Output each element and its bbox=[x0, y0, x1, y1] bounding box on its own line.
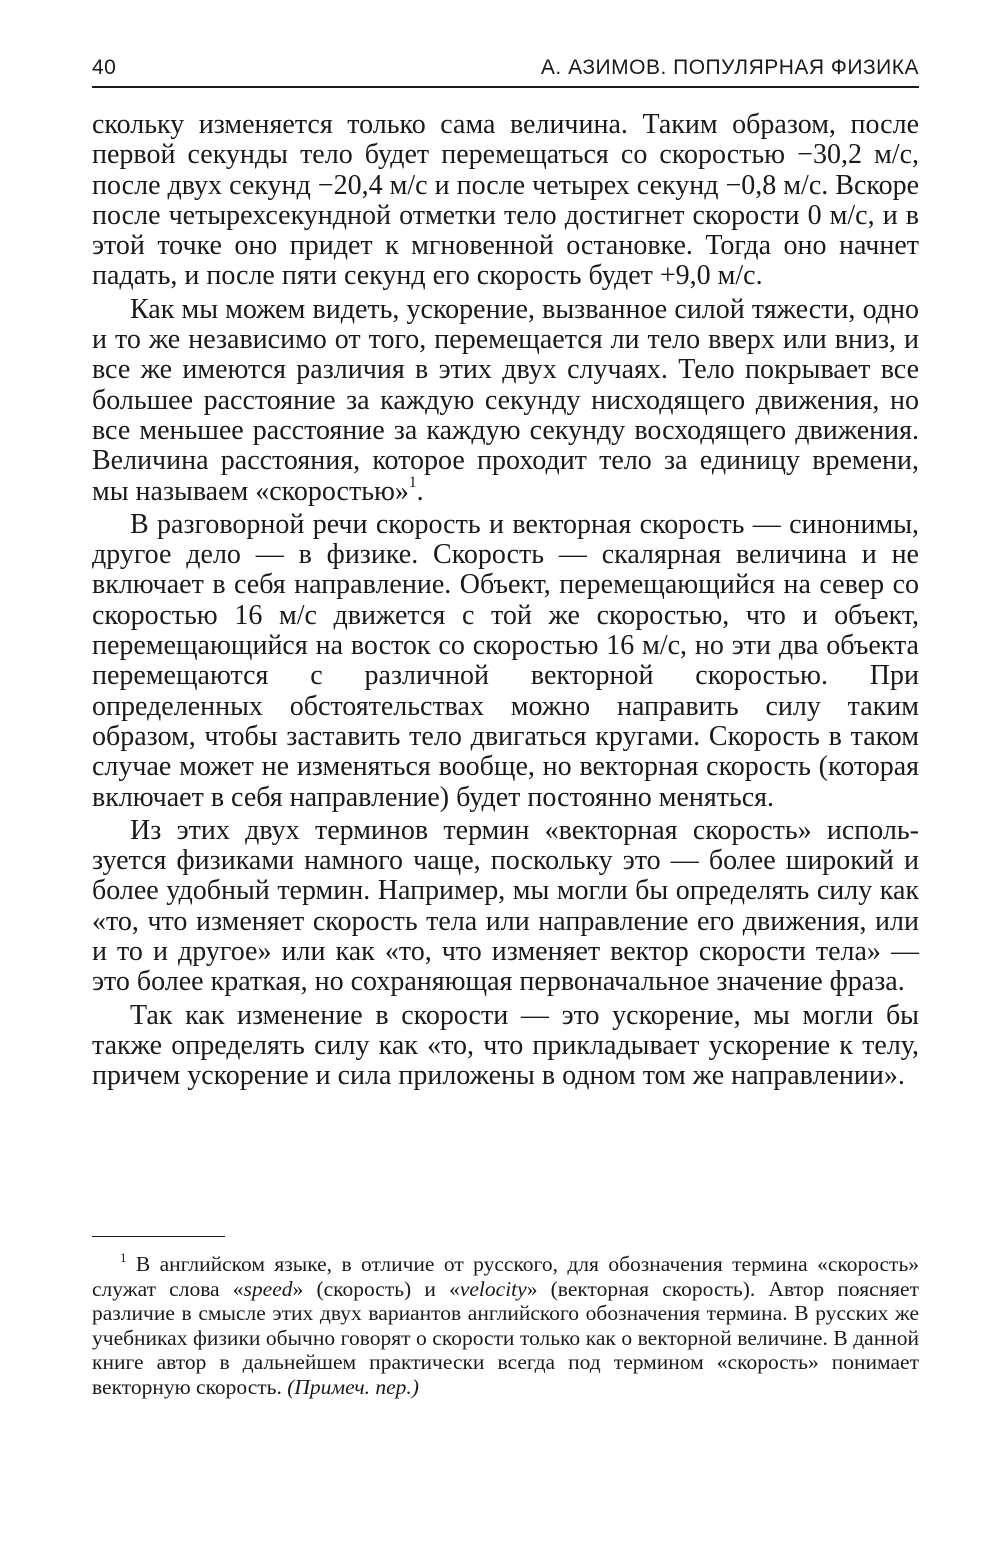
footnote bbox=[92, 1252, 919, 1399]
term-speed: speed bbox=[243, 1276, 293, 1301]
footnote-part-1: В английском языке, в отличие от русского, для обозначения термина «скорость» служат слова « bbox=[92, 1252, 919, 1301]
term-velocity: velocity bbox=[459, 1276, 527, 1301]
paragraph-5: Так как изменение в скорости — это ускорение, мы могли бы также определять силу как «то, что прикладывает ускорение к телу, причем ускорение и сила приложены в одном том же направлении». bbox=[92, 999, 919, 1092]
translator-note: (Примеч. пер.) bbox=[287, 1374, 419, 1399]
running-title: А. АЗИМОВ. ПОПУЛЯРНАЯ ФИЗИКА bbox=[540, 56, 919, 79]
page-number: 40 bbox=[92, 56, 117, 79]
paragraph-1: скольку изменяется только сама величина. Таким образом, после первой секунды тело будет перемещаться со скоростью −30,2 м/с, после двух секунд −20,4 м/с и после четырех секунд −0,8 м/с. Вскоре после четырехсекундной отметки тело достигнет скорости 0 м/с, и в этой точке оно придет к мгновенной остановке. Тогда оно начнет падать, и после пяти секунд его скорость будет +9,0 м/с. bbox=[92, 109, 919, 292]
paragraph-4: Из этих двух терминов термин «векторная скорость» используется физиками намного чаще, поскольку это — более широкий и более удобный термин. Например, мы могли бы определять силу как «то, что изменяет скорость тела или направление его движения, или и то и другое» или как «то, что изменяет вектор скорости тела» — это более краткая, но сохраняющая первоначальное значение фраза. bbox=[92, 814, 919, 998]
footnote-reference: 1 bbox=[408, 473, 417, 491]
main-text bbox=[92, 110, 919, 1092]
footnote-part-3: » (векторная скорость). Автор поясняет различие в смысле этих двух вариантов английского обозначения термина. В русских же учебниках физики обычно говорят о скорости только как о векторной величине. В данной книге автор в дальнейшем практически всегда под термином «скорость» понимает векторную скорость. bbox=[92, 1276, 919, 1399]
paragraph-2-text: Как мы можем видеть, ускорение, вызванное силой тяжести, одно и то же независимо от того, перемещается ли тело вверх или вниз, и все же имеются различия в этих двух случаях. Тело покрывает все большее расстояние за каждую секунду нисходящего движения, но все меньшее расстояние за каждую секунду восходящего движения. Величина расстояния, которое проходит тело за единицу времени, мы называем «скоростью» bbox=[92, 293, 919, 507]
paragraph-3: В разговорной речи скорость и векторная скорость — синонимы, другое дело — в физике. Скорость — скалярная величина и не включает в себя направление. Объект, перемещающийся на север со скоростью 16 м/с движется с той же скоростью, что и объект, перемещающийся на восток со скоростью 16 м/с, но эти два объекта перемещаются с различной векторной скоростью. При определенных обстоятельствах можно направить силу таким образом, чтобы заставить тело двигаться кругами. Скорость в таком случае может не изменяться вообще, но векторная скорость (которая включает в себя направление) будет постоянно меняться. bbox=[92, 508, 919, 813]
footnote-text bbox=[92, 1252, 919, 1399]
footnote-part-2: » (скорость) и « bbox=[292, 1276, 460, 1301]
paragraph-2-end: . bbox=[416, 475, 424, 507]
footnote-mark: 1 bbox=[120, 1250, 127, 1265]
running-header bbox=[92, 52, 919, 88]
footnote-rule bbox=[92, 1236, 225, 1237]
paragraph-2 bbox=[92, 295, 919, 507]
